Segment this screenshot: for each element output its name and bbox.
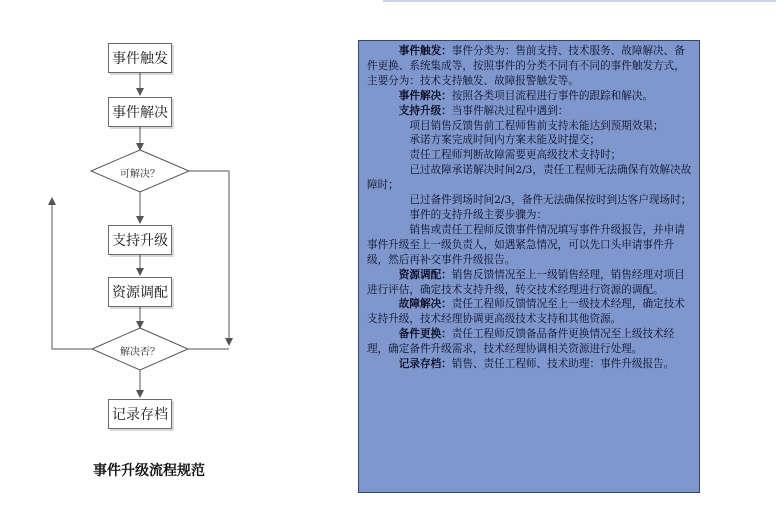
trigger-title: 事件触发： [398,45,452,57]
upgrade-title: 支持升级： [398,104,452,117]
decision-resolvable-label: 可解决？ [120,169,160,180]
steps-intro: 事件的支持升级主要步骤为： [409,208,548,221]
node-record-archive [108,399,172,429]
upgrade-condition: 已过故障承诺解决时间2/3，责任工程师无法确保有效解决故障时； [367,164,692,192]
decision-resolved-label: 解决否？ [120,347,160,358]
node-label: 事件触发 [112,51,168,67]
dispatch-title: 资源调配： [398,268,452,281]
node-label: 支持升级 [112,233,168,249]
spare-title: 备件更换： [398,328,452,341]
upgrade-text: 当事件解决过程中遇到： [451,104,569,117]
node-resource-dispatch [108,277,172,307]
upgrade-condition: 承诺方案完成时间内方案未能及时提交； [409,134,601,147]
node-label: 资源调配 [112,285,168,301]
upgrade-condition: 已过备件到场时间2/3，备件无法确保按时到达客户现场时； [409,194,692,207]
spare-text: 责任工程师反馈备品备件更换情况至上级技术经理，确定备件升级需求，技术经理协调相关资源进行处理。 [367,328,675,356]
resolve-text: 按照各类项目流程进行事件的跟踪和解决。 [451,89,654,102]
upgrade-paragraph [367,104,693,119]
node-event-resolve [108,97,172,127]
trigger-paragraph [367,44,693,89]
dispatch-text: 销售反馈情况至上一级销售经理，销售经理对项目进行评估，确定技术支持升级，转交技术经理进行资源的调配。 [367,268,685,296]
trigger-text: 事件分类为：售前支持、技术服务、故障解决、备件更换、系统集成等，按照事件的分类不同有不同的事件触发方式，主要分为：技术支持触发、故障报警触发等。 [367,45,685,87]
flowchart-caption: 事件升级流程规范 [93,463,205,479]
fault-paragraph [367,297,693,327]
node-label: 记录存档 [112,407,168,423]
archive-title: 记录存档： [398,358,452,371]
archive-text: 销售、责任工程师、技术助理：事件升级报告。 [451,358,675,371]
resolve-paragraph [367,89,693,104]
node-event-trigger [108,43,172,73]
description-panel [358,40,700,493]
dispatch-paragraph [367,268,693,298]
node-label: 事件解决 [112,105,168,121]
fault-title: 故障解决： [398,298,452,311]
spare-paragraph [367,327,693,357]
archive-paragraph [367,357,693,372]
upgrade-condition: 责任工程师判断故障需要更高级技术支持时； [409,149,622,162]
fault-text: 责任工程师反馈情况至上一级技术经理，确定技术支持升级，技术经理协调更高级技术支持和其他资源。 [367,298,685,326]
resolve-title: 事件解决： [398,89,452,102]
upgrade-condition: 项目销售反馈售前工程师售前支持未能达到预期效果； [409,119,664,132]
node-support-upgrade [108,225,172,255]
steps-text: 销售或责任工程师反馈事件情况填写事件升级报告，并申请事件升级至上一级负责人，如遇紧急情况，可以先口头申请事件升级，然后再补交事件升级报告。 [367,223,685,266]
